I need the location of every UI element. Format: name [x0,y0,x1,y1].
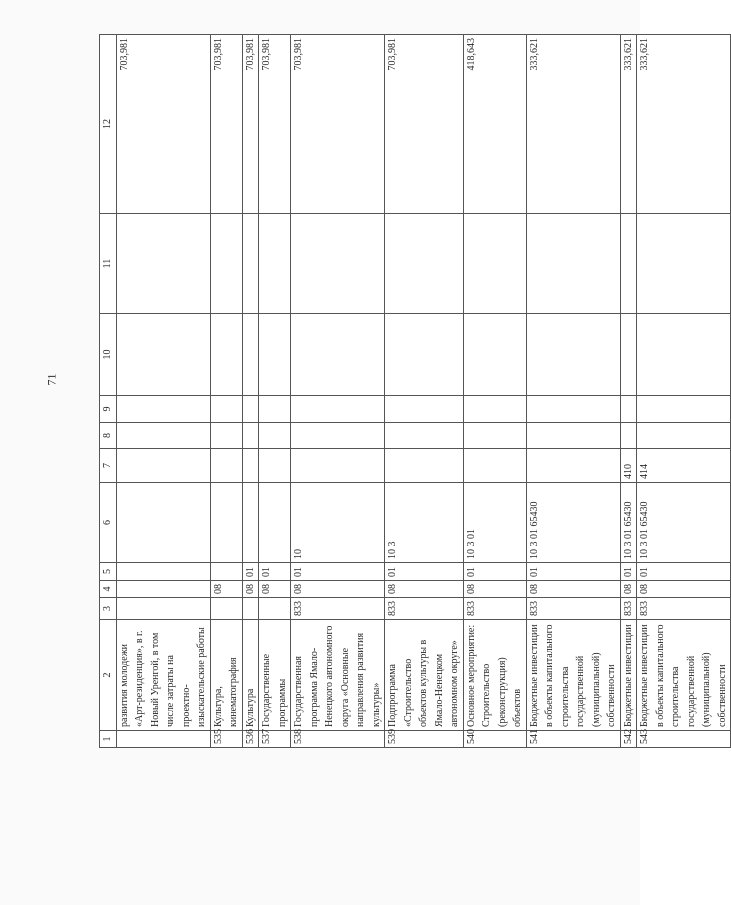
cell-c4: 08 [463,581,526,598]
cell-c10 [291,314,385,396]
cell-c7 [116,449,210,483]
cell-c9 [526,396,620,423]
table-row [291,35,385,748]
cell-c7: 414 [637,449,731,483]
cell-c8 [463,423,526,449]
cell-c7 [385,449,464,483]
cell-c11 [259,214,291,314]
table-row [620,35,637,748]
cell-c3 [259,598,291,620]
row-name-cell: Государственные программы [259,620,291,731]
row-name-cell: Государственная программа Ямало-Ненецкого автономного округа «Основные направления развития культуры» [291,620,385,731]
cell-c3 [242,598,259,620]
cell-c3: 833 [463,598,526,620]
table-container [99,35,728,748]
cell-c11 [637,214,731,314]
table-row [526,35,620,748]
cell-c6: 10 3 01 [463,483,526,563]
cell-c8 [210,423,242,449]
cell-c8 [259,423,291,449]
cell-c12: 703,981 [385,35,464,214]
cell-c10 [385,314,464,396]
cell-c11 [116,214,210,314]
cell-c3: 833 [385,598,464,620]
cell-c3 [210,598,242,620]
cell-c10 [620,314,637,396]
cell-c9 [620,396,637,423]
row-name-cell: Подпрограмма «Строительство объектов культуры в Ямало-Ненецком автономном округе» [385,620,464,731]
table-row [259,35,291,748]
row-number-cell: 542 [620,731,637,748]
cell-c12: 703,981 [242,35,259,214]
cell-c5: 01 [526,563,620,581]
row-number-cell: 541 [526,731,620,748]
cell-c10 [259,314,291,396]
column-header-2: 2 [100,620,117,731]
row-number-cell: 538 [291,731,385,748]
cell-c12: 703,981 [210,35,242,214]
cell-c8 [291,423,385,449]
cell-c3: 833 [620,598,637,620]
cell-c6: 10 [291,483,385,563]
cell-c3: 833 [526,598,620,620]
cell-c6: 10 3 [385,483,464,563]
cell-c9 [385,396,464,423]
column-header-8: 8 [100,423,117,449]
cell-c3: 833 [291,598,385,620]
cell-c11 [463,214,526,314]
cell-c6: 10 3 01 65430 [526,483,620,563]
cell-c4: 08 [210,581,242,598]
cell-c12: 333,621 [620,35,637,214]
row-number-cell: 539 [385,731,464,748]
cell-c11 [210,214,242,314]
cell-c5 [210,563,242,581]
cell-c11 [242,214,259,314]
cell-c12: 703,981 [259,35,291,214]
row-name-cell: Культура, кинематография [210,620,242,731]
cell-c4: 08 [637,581,731,598]
table-row [637,35,731,748]
cell-c8 [620,423,637,449]
cell-c9 [242,396,259,423]
column-header-7: 7 [100,449,117,483]
cell-c5: 01 [242,563,259,581]
cell-c4: 08 [242,581,259,598]
cell-c5: 01 [463,563,526,581]
row-name-cell: Культура [242,620,259,731]
cell-c6: 10 3 01 65430 [637,483,731,563]
table-row [242,35,259,748]
cell-c4: 08 [620,581,637,598]
column-header-5: 5 [100,563,117,581]
row-name-cell: Бюджетные инвестиции [620,620,637,731]
header-row [100,35,117,748]
cell-c4: 08 [259,581,291,598]
cell-c7 [242,449,259,483]
cell-c10 [637,314,731,396]
row-name-cell: Основное мероприятие: Строительство (реконструкция) объектов [463,620,526,731]
row-number-cell: 536 [242,731,259,748]
page-number: 71 [44,373,59,386]
cell-c11 [291,214,385,314]
cell-c3 [116,598,210,620]
cell-c10 [463,314,526,396]
cell-c12: 333,621 [526,35,620,214]
column-header-4: 4 [100,581,117,598]
cell-c12: 333,621 [637,35,731,214]
cell-c11 [620,214,637,314]
cell-c4: 08 [526,581,620,598]
cell-c7: 410 [620,449,637,483]
cell-c4: 08 [291,581,385,598]
cell-c7 [291,449,385,483]
row-name-cell: Бюджетные инвестиции в объекты капитального строительства государственной (муниципальной) собственности [526,620,620,731]
cell-c8 [526,423,620,449]
cell-c6 [259,483,291,563]
row-number-cell: 537 [259,731,291,748]
cell-c12: 418,643 [463,35,526,214]
row-number-cell: 535 [210,731,242,748]
cell-c4 [116,581,210,598]
cell-c3: 833 [637,598,731,620]
cell-c9 [116,396,210,423]
cell-c7 [526,449,620,483]
cell-c8 [637,423,731,449]
cell-c7 [259,449,291,483]
cell-c10 [526,314,620,396]
cell-c10 [116,314,210,396]
cell-c5: 01 [637,563,731,581]
cell-c10 [210,314,242,396]
cell-c9 [463,396,526,423]
table-row [463,35,526,748]
cell-c8 [116,423,210,449]
cell-c12: 703,981 [291,35,385,214]
cell-c7 [210,449,242,483]
row-name-cell: Бюджетные инвестиции в объекты капитального строительства государственной (муниципальной) собственности [637,620,731,731]
cell-c9 [210,396,242,423]
cell-c9 [637,396,731,423]
budget-table [99,34,731,748]
column-header-11: 11 [100,214,117,314]
cell-c6: 10 3 01 65430 [620,483,637,563]
cell-c9 [291,396,385,423]
column-header-12: 12 [100,35,117,214]
cell-c10 [242,314,259,396]
cell-c5: 01 [620,563,637,581]
cell-c8 [385,423,464,449]
table-row [385,35,464,748]
column-header-6: 6 [100,483,117,563]
column-header-3: 3 [100,598,117,620]
column-header-1: 1 [100,731,117,748]
cell-c5: 01 [259,563,291,581]
cell-c6 [116,483,210,563]
cell-c5 [116,563,210,581]
table-row [116,35,210,748]
cell-c6 [242,483,259,563]
cell-c12: 703,981 [116,35,210,214]
cell-c5: 01 [291,563,385,581]
cell-c8 [242,423,259,449]
cell-c4: 08 [385,581,464,598]
row-name-cell: развития молодежи «Арт-резиденция», в г. Новый Уренгой, в том числе затраты на проектно-изыскательские работы [116,620,210,731]
cell-c6 [210,483,242,563]
cell-c7 [463,449,526,483]
row-number-cell: 543 [637,731,731,748]
cell-c11 [526,214,620,314]
table-row [210,35,242,748]
column-header-9: 9 [100,396,117,423]
row-number-cell: 540 [463,731,526,748]
column-header-10: 10 [100,314,117,396]
cell-c11 [385,214,464,314]
cell-c9 [259,396,291,423]
row-number-cell [116,731,210,748]
cell-c5: 01 [385,563,464,581]
